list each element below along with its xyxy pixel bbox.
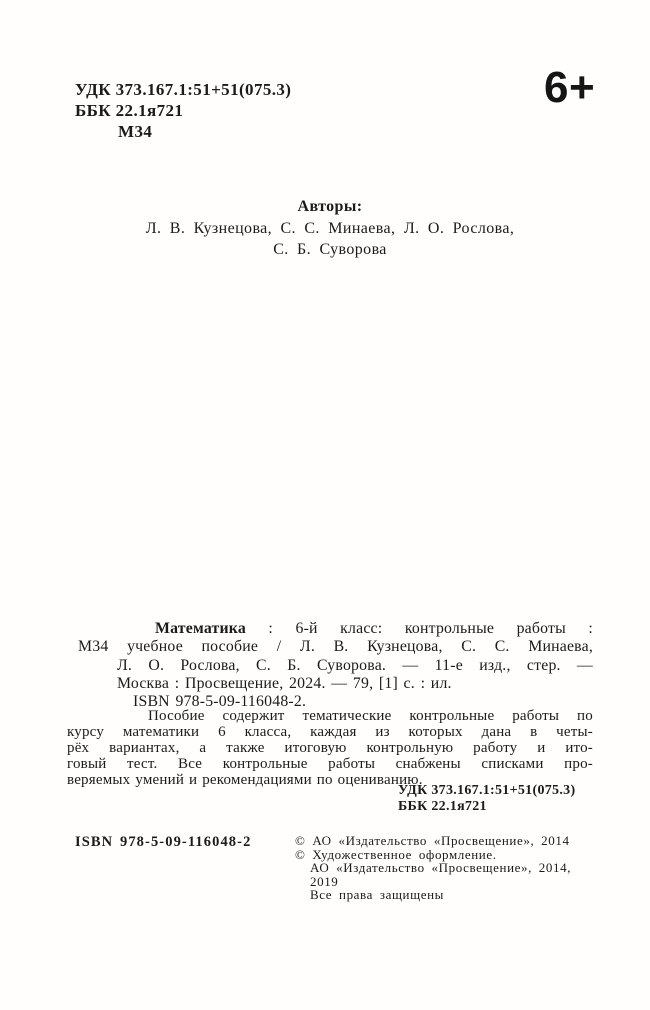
catalog-card: [78, 620, 593, 711]
copyright-block: [295, 834, 615, 902]
authors-heading: Авторы:: [297, 198, 363, 215]
card-line-text: учебное пособие / Л. В. Кузнецова, С. С. Минаева,: [108, 638, 593, 656]
copyright-line: © АО «Издательство «Просвещение», 2014: [295, 833, 570, 848]
book-title: Математика: [155, 620, 246, 637]
udk-code: УДК 373.167.1:51+51(075.3): [398, 783, 576, 798]
authors-block: [67, 196, 593, 261]
annotation-line: Пособие содержит тематические контрольные работы по: [148, 708, 593, 724]
annotation-line: говый тест. Все контрольные работы снабжены списками про-: [67, 755, 593, 772]
copyright-line: АО «Издательство «Просвещение», 2014,: [310, 860, 572, 876]
annotation-line: веряемых умений и рекомендациями по оцениванию.: [67, 771, 423, 788]
card-line: Л. О. Рослова, С. Б. Суворова. — 11-е изд., стер. —: [117, 656, 593, 674]
top-classification-codes: [75, 79, 291, 142]
rights-reserved-line: Все права защищены: [310, 887, 444, 903]
card-line: Москва : Просвещение, 2024. — 79, [1] с. : ил.: [117, 674, 452, 692]
authors-line: Л. В. Кузнецова, С. С. Минаева, Л. О. Рослова,: [145, 219, 515, 237]
author-sign: М34: [78, 638, 109, 656]
annotation-line: курсу математики 6 класса, каждая из которых дана в четы-: [67, 723, 593, 740]
copyright-line: 2019: [310, 873, 339, 889]
author-sign-code: М34: [118, 122, 153, 141]
card-line: [78, 638, 593, 656]
bottom-classification-codes: [398, 783, 575, 814]
bbk-code: ББК 22.1я721: [398, 798, 487, 814]
age-rating-badge: 6+: [544, 63, 596, 112]
card-title-line: [117, 620, 593, 638]
annotation-line: рёх вариантах, а также итоговую контрольную работу и ито-: [67, 739, 593, 756]
udk-code: УДК 373.167.1:51+51(075.3): [75, 80, 292, 99]
authors-line: С. Б. Суворова: [273, 241, 387, 258]
card-title-rest: : 6-й класс: контрольные работы :: [245, 620, 593, 637]
bbk-code: ББК 22.1я721: [75, 101, 184, 120]
copyright-line: © Художественное оформление.: [295, 846, 497, 862]
isbn-number: ISBN 978-5-09-116048-2: [75, 834, 252, 850]
card-isbn-line: ISBN 978-5-09-116048-2.: [133, 693, 307, 711]
annotation-paragraph: [67, 709, 593, 789]
